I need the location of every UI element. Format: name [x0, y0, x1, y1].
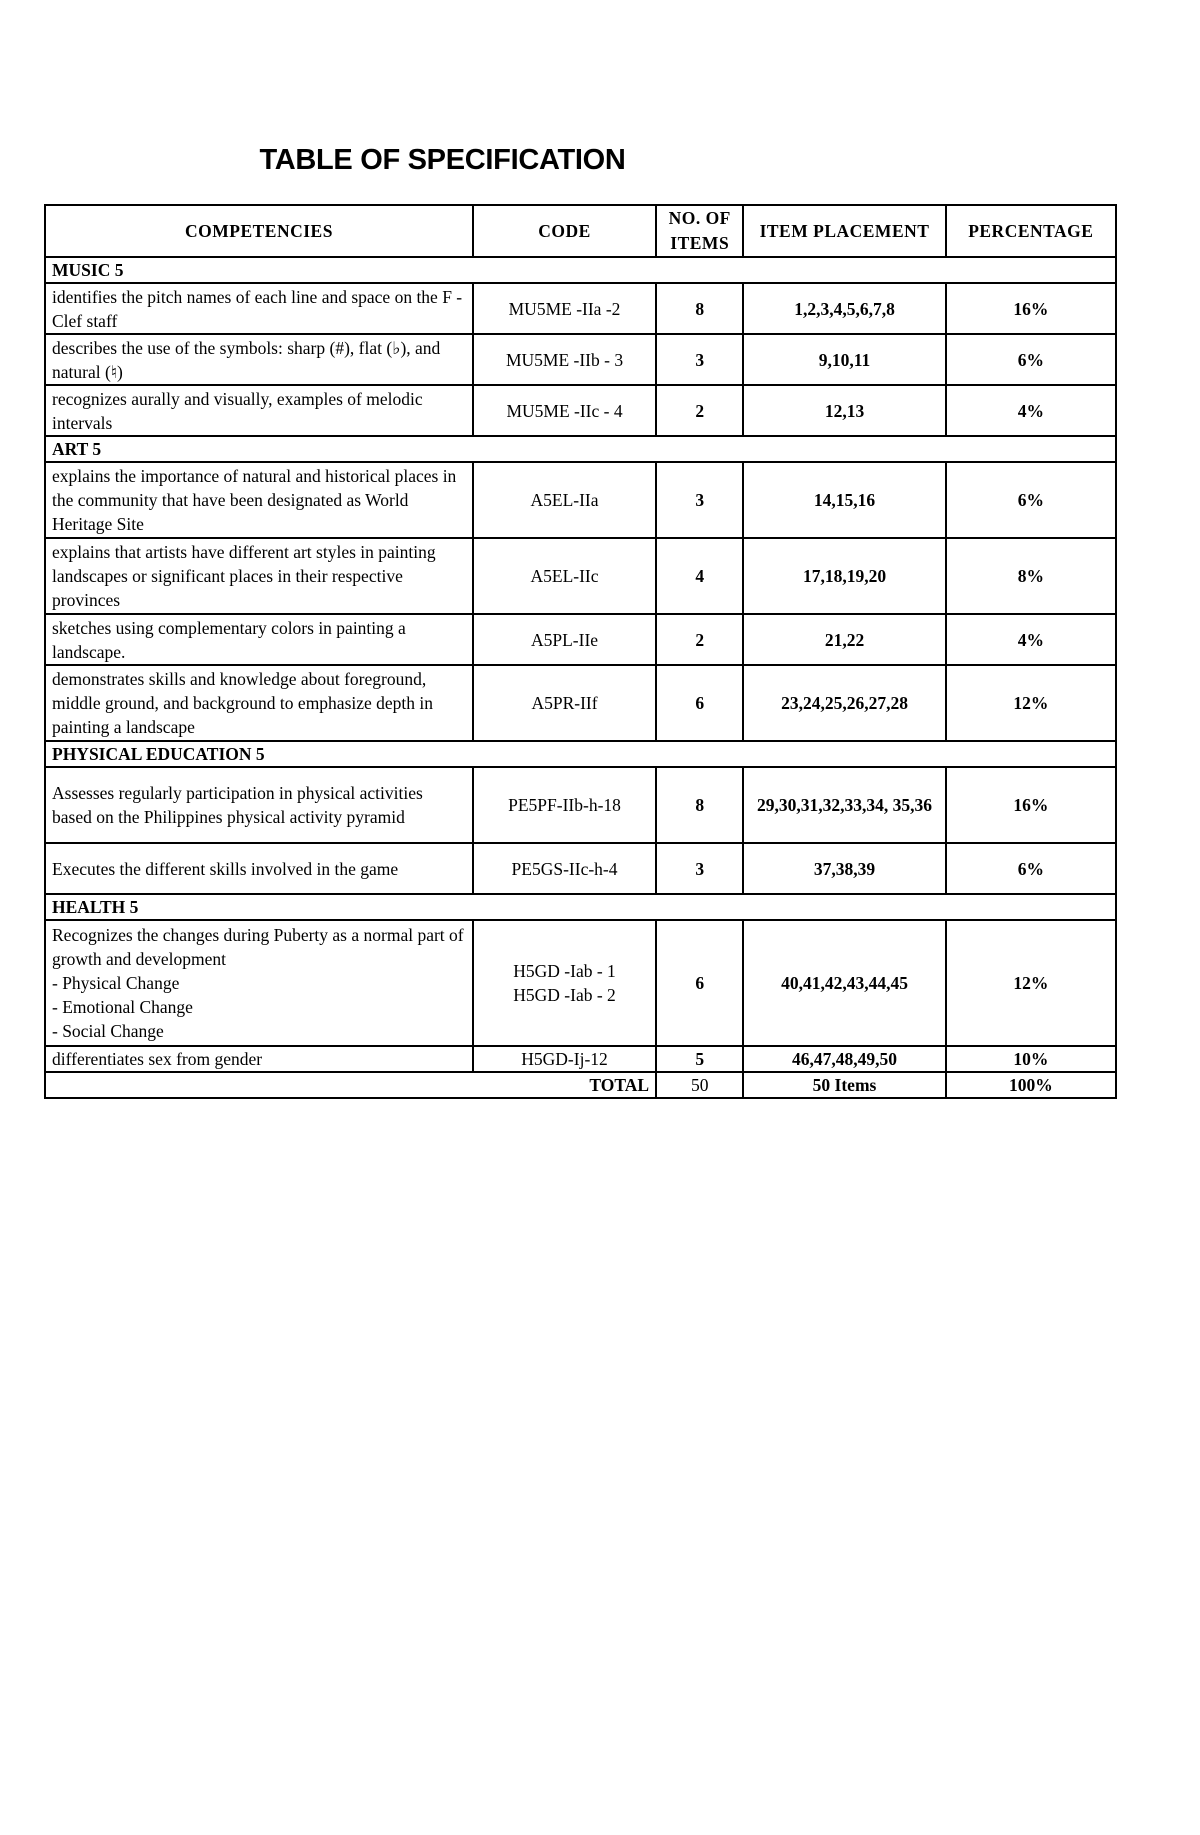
percentage-cell: 10%	[946, 1046, 1116, 1072]
competency-cell: Executes the different skills involved in the game	[45, 843, 473, 894]
table-row	[45, 920, 1116, 1046]
code-cell: A5EL-IIc	[473, 538, 656, 614]
table-row	[45, 538, 1116, 614]
items-cell: 6	[656, 665, 743, 741]
code-cell: A5PR-IIf	[473, 665, 656, 741]
section-row-music	[45, 257, 1116, 283]
percentage-cell: 4%	[946, 385, 1116, 436]
items-cell: 3	[656, 334, 743, 385]
competency-cell: sketches using complementary colors in painting a landscape.	[45, 614, 473, 665]
code-text: H5GD -Iab - 1	[513, 961, 616, 981]
code-cell: PE5PF-IIb-h-18	[473, 767, 656, 843]
header-no-of-items: NO. OF ITEMS	[656, 205, 743, 257]
competency-cell: demonstrates skills and knowledge about foreground, middle ground, and background to emphasize depth in painting a landscape	[45, 665, 473, 741]
section-row-physical-education	[45, 741, 1116, 767]
total-row	[45, 1072, 1116, 1098]
placement-cell: 1,2,3,4,5,6,7,8	[743, 283, 945, 334]
code-cell: MU5ME -IIa -2	[473, 283, 656, 334]
competency-cell: Assesses regularly participation in physical activities based on the Philippines physical activity pyramid	[45, 767, 473, 843]
total-label: TOTAL	[45, 1072, 656, 1098]
table-row	[45, 843, 1116, 894]
code-cell: MU5ME -IIc - 4	[473, 385, 656, 436]
section-title-art: ART 5	[45, 436, 1116, 462]
percentage-cell: 6%	[946, 843, 1116, 894]
code-cell: A5EL-IIa	[473, 462, 656, 538]
competency-cell: describes the use of the symbols: sharp (#), flat (♭), and natural (♮)	[45, 334, 473, 385]
section-title-health: HEALTH 5	[45, 894, 1116, 920]
percentage-cell: 8%	[946, 538, 1116, 614]
section-row-health	[45, 894, 1116, 920]
table-row	[45, 283, 1116, 334]
total-percentage: 100%	[946, 1072, 1116, 1098]
table-row	[45, 385, 1116, 436]
placement-cell: 12,13	[743, 385, 945, 436]
placement-cell: 37,38,39	[743, 843, 945, 894]
items-cell: 8	[656, 283, 743, 334]
competency-cell: explains that artists have different art styles in painting landscapes or significant places in their respective provinces	[45, 538, 473, 614]
code-cell: A5PL-IIe	[473, 614, 656, 665]
header-percentage: PERCENTAGE	[946, 205, 1116, 257]
placement-cell: 29,30,31,32,33,34, 35,36	[743, 767, 945, 843]
table-row	[45, 614, 1116, 665]
sub-item: - Physical Change	[52, 973, 180, 993]
header-code: CODE	[473, 205, 656, 257]
items-cell: 4	[656, 538, 743, 614]
section-row-art	[45, 436, 1116, 462]
placement-cell: 21,22	[743, 614, 945, 665]
placement-cell: 46,47,48,49,50	[743, 1046, 945, 1072]
competency-cell: recognizes aurally and visually, examples of melodic intervals	[45, 385, 473, 436]
code-cell	[473, 920, 656, 1046]
code-cell: H5GD-Ij-12	[473, 1046, 656, 1072]
table-row	[45, 767, 1116, 843]
items-cell: 5	[656, 1046, 743, 1072]
percentage-cell: 6%	[946, 334, 1116, 385]
placement-cell: 14,15,16	[743, 462, 945, 538]
sub-item: - Emotional Change	[52, 997, 193, 1017]
placement-cell: 17,18,19,20	[743, 538, 945, 614]
table-row	[45, 665, 1116, 741]
competency-cell: explains the importance of natural and historical places in the community that have been designated as World Heritage Site	[45, 462, 473, 538]
items-cell: 3	[656, 843, 743, 894]
code-text: H5GD -Iab - 2	[513, 985, 616, 1005]
competency-cell: identifies the pitch names of each line and space on the F -Clef staff	[45, 283, 473, 334]
placement-cell: 40,41,42,43,44,45	[743, 920, 945, 1046]
header-item-placement: ITEM PLACEMENT	[743, 205, 945, 257]
percentage-cell: 16%	[946, 283, 1116, 334]
items-cell: 3	[656, 462, 743, 538]
section-title-music: MUSIC 5	[45, 257, 1116, 283]
total-items: 50	[656, 1072, 743, 1098]
header-competencies: COMPETENCIES	[45, 205, 473, 257]
percentage-cell: 12%	[946, 920, 1116, 1046]
percentage-cell: 12%	[946, 665, 1116, 741]
specification-table	[44, 204, 1117, 1099]
items-cell: 8	[656, 767, 743, 843]
sub-item: - Social Change	[52, 1021, 164, 1041]
section-title-physical-education: PHYSICAL EDUCATION 5	[45, 741, 1116, 767]
items-cell: 2	[656, 614, 743, 665]
code-cell: PE5GS-IIc-h-4	[473, 843, 656, 894]
total-placement: 50 Items	[743, 1072, 945, 1098]
placement-cell: 23,24,25,26,27,28	[743, 665, 945, 741]
items-cell: 6	[656, 920, 743, 1046]
percentage-cell: 16%	[946, 767, 1116, 843]
table-row	[45, 1046, 1116, 1072]
page-title: TABLE OF SPECIFICATION	[259, 144, 626, 176]
header-row	[45, 205, 1116, 257]
competency-cell: differentiates sex from gender	[45, 1046, 473, 1072]
competency-text: Recognizes the changes during Puberty as a normal part of growth and development	[52, 925, 464, 969]
table-row	[45, 334, 1116, 385]
competency-cell	[45, 920, 473, 1046]
placement-cell: 9,10,11	[743, 334, 945, 385]
code-cell: MU5ME -IIb - 3	[473, 334, 656, 385]
percentage-cell: 4%	[946, 614, 1116, 665]
table-row	[45, 462, 1116, 538]
percentage-cell: 6%	[946, 462, 1116, 538]
items-cell: 2	[656, 385, 743, 436]
